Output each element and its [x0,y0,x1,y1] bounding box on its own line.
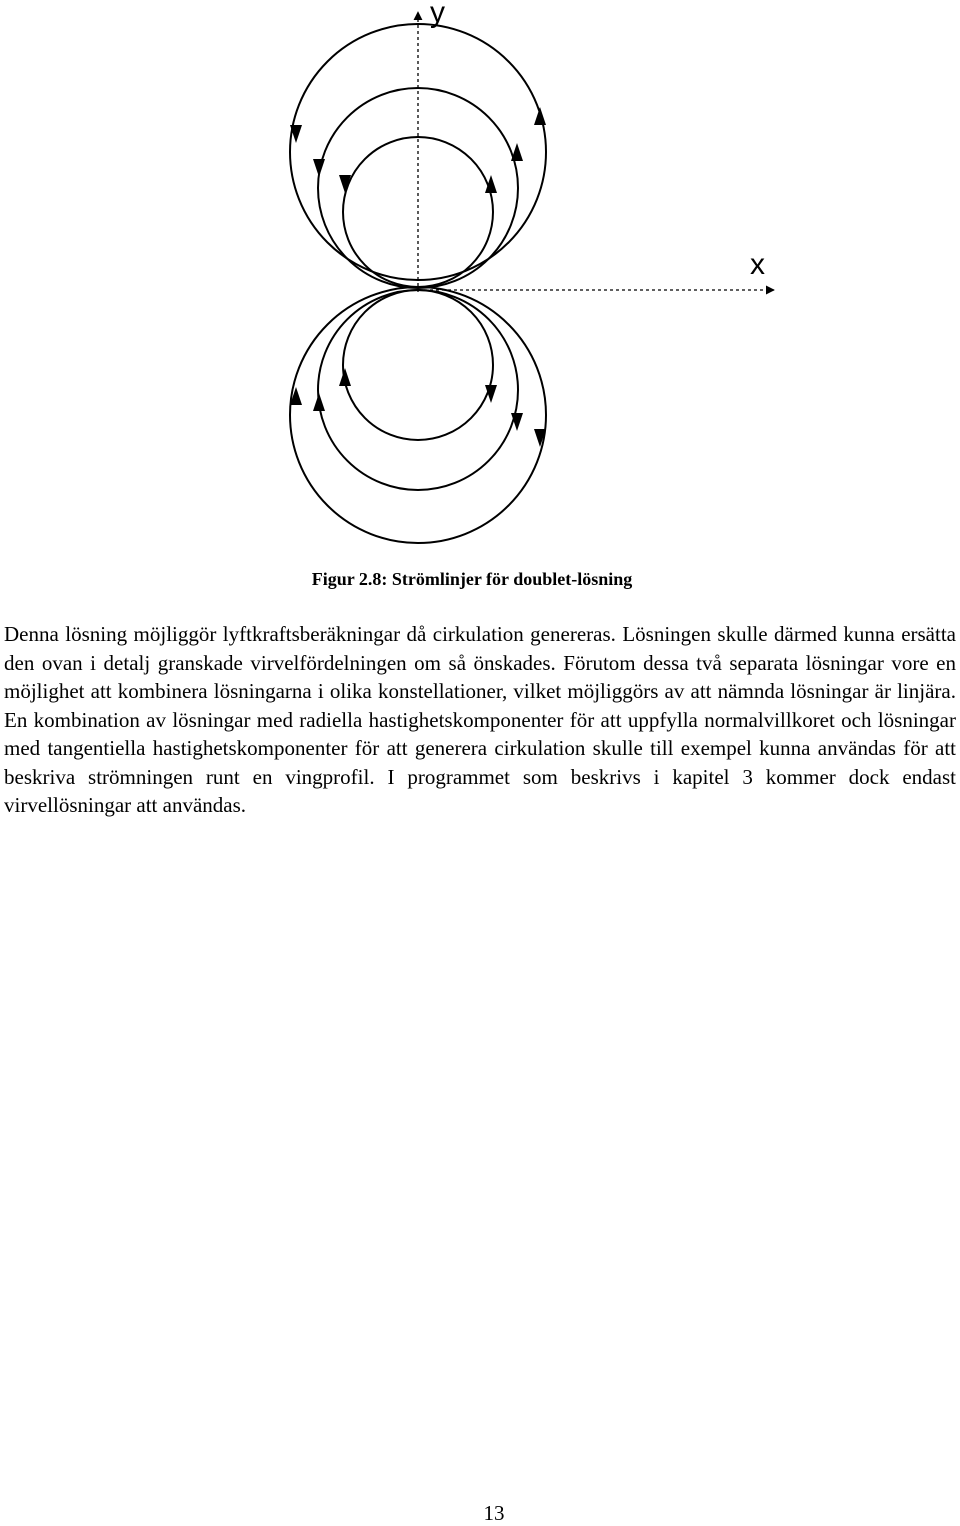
doublet-streamline-figure [0,0,960,560]
page-number: 13 [483,1501,505,1525]
x-axis-label: x [750,248,765,281]
flow-arrow-upper-middle-right [511,143,523,161]
lower-streamline-inner [343,290,493,440]
lower-streamline-outer [290,287,546,543]
flow-arrow-lower-middle-left [313,393,325,411]
streamline-diagram [0,0,960,560]
flow-arrow-upper-outer-right [534,107,546,125]
body-paragraph: Denna lösning möjliggör lyftkraftsberäkningar då cirkulation genereras. Lösningen skulle därmed kunna ersätta den ovan i detalj granskade virvelfördelningen om så önskades. Förutom dessa två separata lösningar vore en möjlighet att kombinera lösningarna i olika konstellationer, vilket möjliggörs av att nämnda lösningar är linjära. En kombination av lösningar med radiella hastighetskomponenter för att uppfylla normalvillkoret och lösningar med tangentiella hastighetskomponenter för att generera cirkulation skulle till exempel kunna användas för att beskriva strömningen runt en vingprofil. I programmet som beskrivs i kapitel 3 kommer dock endast virvellösningar att användas. [4,622,956,817]
flow-arrow-upper-middle-left [313,159,325,177]
figure-caption: Figur 2.8: Strömlinjer för doublet-lösning [311,569,633,589]
y-axis-label: y [430,0,445,29]
flow-arrow-lower-inner-left [339,368,351,386]
